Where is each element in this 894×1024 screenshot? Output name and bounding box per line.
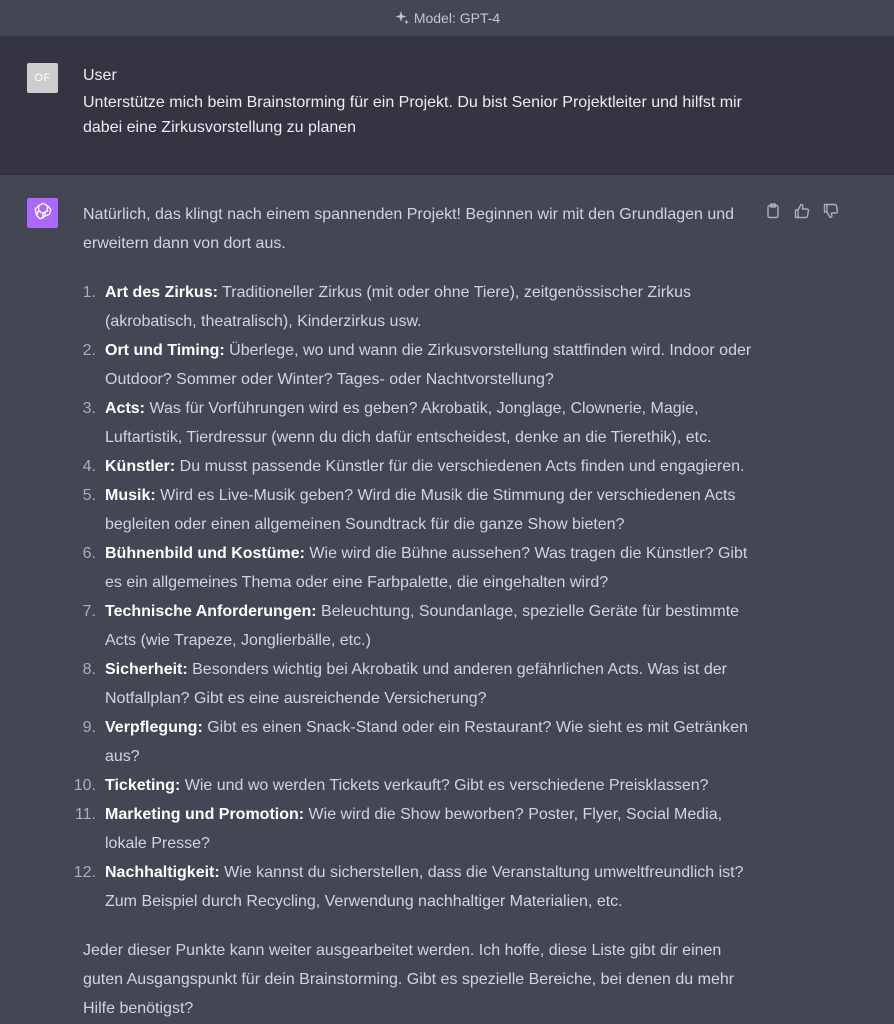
list-item-text: Du musst passende Künstler für die verschiedenen Acts finden und engagieren. [175, 458, 745, 475]
list-item-term: Nachhaltigkeit: [105, 864, 220, 881]
user-message [0, 37, 894, 175]
clipboard-icon[interactable] [764, 202, 782, 220]
list-item [83, 336, 763, 394]
brainstorm-list [73, 278, 763, 916]
list-item-term: Art des Zirkus: [105, 284, 218, 301]
list-item-text: Gibt es einen Snack-Stand oder ein Restaurant? Wie sieht es mit Getränken aus? [105, 719, 748, 765]
list-item-term: Bühnenbild und Kostüme: [105, 545, 305, 562]
model-header [0, 0, 894, 37]
assistant-message-body [73, 200, 763, 1023]
user-author-label: User [83, 67, 117, 84]
list-item [83, 278, 763, 336]
assistant-avatar [27, 198, 58, 228]
list-item-text: Wie und wo werden Tickets verkauft? Gibt es verschiedene Preisklassen? [180, 777, 709, 794]
list-item-text: Was für Vorführungen wird es geben? Akrobatik, Jonglage, Clownerie, Magie, Luftartistik, Tierdressur (wenn du dich dafür entscheidest, denke an die Tierethik), etc. [105, 400, 712, 446]
list-item-term: Ticketing: [105, 777, 181, 794]
list-item-text: Traditioneller Zirkus (mit oder ohne Tiere), zeitgenössischer Zirkus (akrobatisch, theatralisch), Kinderzirkus usw. [105, 284, 691, 330]
list-item-term: Technische Anforderungen: [105, 603, 317, 620]
list-item-text: Wird es Live-Musik geben? Wird die Musik die Stimmung der verschiedenen Acts begleiten oder einen allgemeinen Soundtrack für die ganze Show bieten? [105, 487, 736, 533]
list-item-number: 2. [82, 342, 96, 359]
list-item [73, 771, 763, 800]
list-item-number: 10. [73, 777, 96, 794]
message-actions [764, 202, 840, 220]
list-item-term: Sicherheit: [105, 661, 188, 678]
list-item [83, 713, 763, 771]
model-label: Model: GPT-4 [413, 10, 501, 26]
list-item [83, 452, 763, 481]
list-item-number: 1. [82, 284, 96, 301]
sparkle-icon [394, 10, 410, 26]
assistant-intro: Natürlich, das klingt nach einem spannenden Projekt! Beginnen wir mit den Grundlagen und erweitern dann von dort aus. [83, 206, 735, 252]
list-item-text: Wie kannst du sicherstellen, dass die Veranstaltung umweltfreundlich ist? Zum Beispiel durch Recycling, Verwendung nachhaltiger Materialien, etc. [105, 864, 744, 910]
list-item [73, 858, 763, 916]
openai-logo-icon [32, 200, 54, 227]
list-item-text: Wie wird die Show beworben? Poster, Flyer, Social Media, lokale Presse? [105, 806, 723, 852]
list-item-text: Beleuchtung, Soundanlage, spezielle Geräte für bestimmte Acts (wie Trapeze, Jonglierbälle, etc.) [105, 603, 740, 649]
user-avatar [27, 63, 58, 93]
list-item-text: Besonders wichtig bei Akrobatik und anderen gefährlichen Acts. Was ist der Notfallplan? Gibt es eine ausreichende Versicherung? [105, 661, 727, 707]
list-item-number: 6. [82, 545, 96, 562]
thumbs-down-icon[interactable] [822, 202, 840, 220]
list-item-number: 4. [82, 458, 96, 475]
list-item-number: 7. [82, 603, 96, 620]
list-item [83, 394, 763, 452]
list-item-term: Künstler: [105, 458, 176, 475]
assistant-message [0, 175, 894, 1024]
list-item-term: Marketing und Promotion: [105, 806, 305, 823]
assistant-outro: Jeder dieser Punkte kann weiter ausgearbeitet werden. Ich hoffe, diese Liste gibt dir einen guten Ausgangspunkt für dein Brainstorming. Gibt es spezielle Bereiche, bei denen du mehr Hilfe benötigst? [83, 942, 735, 1017]
list-item-number: 11. [74, 806, 96, 823]
list-item-text: Überlege, wo und wann die Zirkusvorstellung stattfinden wird. Indoor oder Outdoor? Sommer oder Winter? Tages- oder Nachtvorstellung? [105, 342, 752, 388]
thumbs-up-icon[interactable] [793, 202, 811, 220]
list-item-number: 12. [73, 864, 96, 881]
list-item [74, 800, 763, 858]
list-item-number: 5. [82, 487, 96, 504]
list-item-number: 9. [82, 719, 96, 736]
list-item [83, 539, 763, 597]
list-item [83, 481, 763, 539]
list-item-term: Verpflegung: [105, 719, 203, 736]
list-item-number: 8. [82, 661, 96, 678]
user-message-text: Unterstütze mich beim Brainstorming für ein Projekt. Du bist Senior Projektleiter und hilfst mir dabei eine Zirkusvorstellung zu planen [83, 94, 742, 136]
list-item [83, 597, 763, 655]
list-item-text: Wie wird die Bühne aussehen? Was tragen die Künstler? Gibt es ein allgemeines Thema oder eine Farbpalette, die eingehalten wird? [105, 545, 748, 591]
list-item [83, 655, 763, 713]
list-item-number: 3. [82, 400, 96, 417]
user-avatar-initials: OF [34, 72, 51, 84]
list-item-term: Ort und Timing: [105, 342, 225, 359]
list-item-term: Musik: [105, 487, 156, 504]
list-item-term: Acts: [105, 400, 146, 417]
